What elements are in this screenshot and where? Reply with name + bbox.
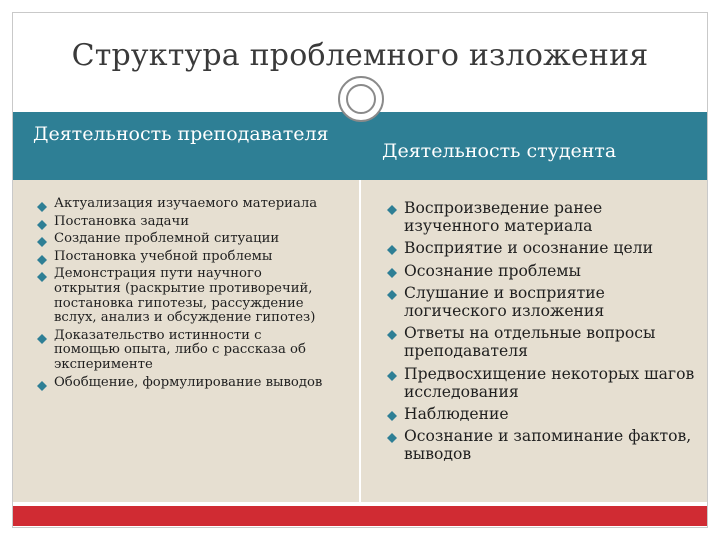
list-item xyxy=(386,427,696,463)
column-header-teacher: Деятельность преподавателя xyxy=(33,123,329,145)
list-item-text: Осознание проблемы xyxy=(404,261,581,280)
diamond-bullet-icon xyxy=(37,334,47,339)
list-item-text: Слушание и восприятие логического изложения xyxy=(404,283,605,321)
list-item-text: Осознание и запоминание фактов, выводов xyxy=(404,427,692,464)
diamond-bullet-icon xyxy=(37,381,47,386)
diamond-bullet-icon xyxy=(37,255,47,260)
list-item-text: Постановка задачи xyxy=(54,213,189,229)
list-item xyxy=(36,376,326,391)
list-item xyxy=(36,232,326,247)
diamond-bullet-icon xyxy=(37,237,47,242)
double-ring-icon xyxy=(338,76,384,122)
teacher-activity-list xyxy=(36,197,326,393)
list-item xyxy=(36,267,326,325)
list-item xyxy=(36,250,326,265)
list-item-text: Создание проблемной ситуации xyxy=(54,231,280,247)
list-item xyxy=(386,199,696,235)
list-item xyxy=(386,365,696,401)
column-header-student: Деятельность студента xyxy=(382,140,617,162)
list-item-text: Демонстрация пути научного открытия (раскрытие противоречий, постановка гипотезы, рассуждение вслух, анализ и обсуждение гипотез) xyxy=(54,266,316,326)
diamond-bullet-icon xyxy=(387,371,397,376)
student-activity-list xyxy=(386,199,696,468)
list-item xyxy=(386,239,696,257)
list-item xyxy=(386,262,696,280)
diamond-bullet-icon xyxy=(387,411,397,416)
diamond-bullet-icon xyxy=(387,330,397,335)
list-item-text: Постановка учебной проблемы xyxy=(54,248,273,264)
list-item-text: Обобщение, формулирование выводов xyxy=(54,374,323,390)
column-divider xyxy=(359,180,361,502)
slide-title: Структура проблемного изложения xyxy=(71,38,649,73)
list-item xyxy=(36,215,326,230)
accent-footer-bar xyxy=(13,506,707,526)
diamond-bullet-icon xyxy=(387,205,397,210)
diamond-bullet-icon xyxy=(387,290,397,295)
diamond-bullet-icon xyxy=(37,272,47,277)
diamond-bullet-icon xyxy=(387,268,397,273)
list-item xyxy=(386,405,696,423)
list-item-text: Ответы на отдельные вопросы преподавателя xyxy=(404,324,656,361)
diamond-bullet-icon xyxy=(37,202,47,207)
list-item-text: Предвосхищение некоторых шагов исследования xyxy=(404,364,695,401)
diamond-bullet-icon xyxy=(37,220,47,225)
diamond-bullet-icon xyxy=(387,245,397,250)
list-item-text: Восприятие и осознание цели xyxy=(404,239,653,258)
list-item xyxy=(36,197,326,212)
list-item-text: Доказательство истинности с помощью опыта, либо с рассказа об эксперименте xyxy=(54,327,306,372)
list-item xyxy=(386,284,696,320)
list-item xyxy=(386,324,696,360)
list-item-text: Актуализация изучаемого материала xyxy=(54,196,318,211)
list-item-text: Наблюдение xyxy=(404,405,509,424)
list-item-text: Воспроизведение ранее изученного материала xyxy=(404,199,603,236)
diamond-bullet-icon xyxy=(387,433,397,438)
list-item xyxy=(36,329,326,373)
